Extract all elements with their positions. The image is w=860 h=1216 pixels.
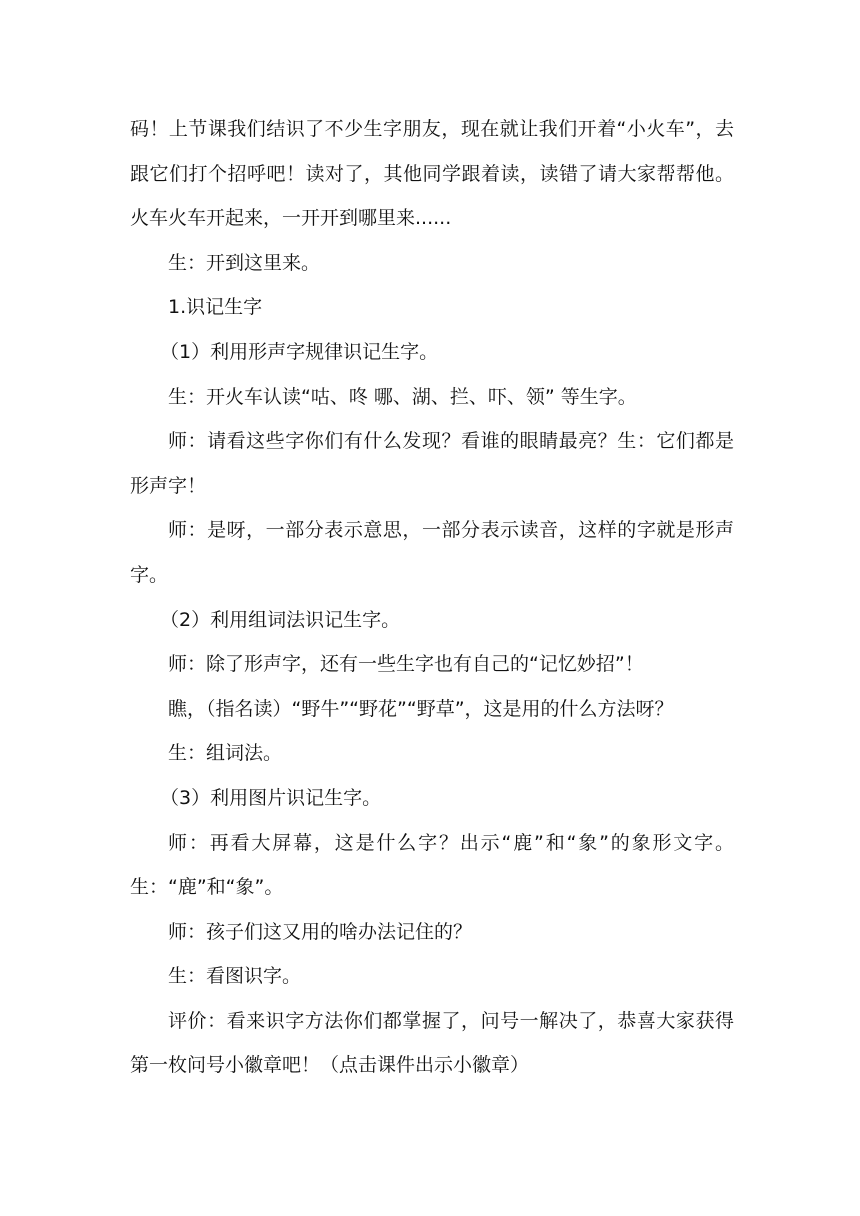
paragraph: 师：再看大屏幕，这是什么字？出示“鹿”和“象”的象形文字。生：“鹿”和“象”。 [130,831,734,899]
subsection-heading: （2）利用组词法识记生字。 [160,608,401,631]
document-page [130,107,734,1088]
paragraph-intro: 码！上节课我们结识了不少生字朋友，现在就让我们开着“小火车”，去跟它们打个招呼吧！读对了，其他同学跟着读，读错了请大家帮帮他。火车火车开起来，一开开到哪里来...... [130,118,734,230]
paragraph: 师：请看这些字你们有什么发现？看谁的眼睛最亮？生：它们都是形声字！ [130,430,734,497]
paragraph: 师：是呀，一部分表示意思，一部分表示读音，这样的字就是形声字。 [130,519,734,586]
subsection-heading: （3）利用图片识记生字。 [160,786,382,809]
paragraph-student-reply: 生：开到这里来。 [168,251,321,274]
paragraph: 师：除了形声字，还有一些生字也有自己的“记忆妙招”！ [168,653,644,676]
paragraph: 生：组词法。 [168,742,283,765]
paragraph: 瞧，（指名读）“野牛”“野花”“野草”，这是用的什么方法呀？ [168,697,674,720]
paragraph-evaluation: 评价：看来识字方法你们都掌握了，问号一解决了，恭喜大家获得第一枚问号小徽章吧！（点击课件出示小徽章） [130,1009,734,1077]
paragraph: 生：开火车认读“咕、咚 哪、湖、拦、吓、领” 等生字。 [168,385,637,408]
subsection-heading: （1）利用形声字规律识记生字。 [160,340,439,363]
paragraph: 师：孩子们这又用的啥办法记住的？ [168,920,473,943]
paragraph: 生：看图识字。 [168,965,302,988]
section-heading: 1.识记生字 [168,296,263,319]
